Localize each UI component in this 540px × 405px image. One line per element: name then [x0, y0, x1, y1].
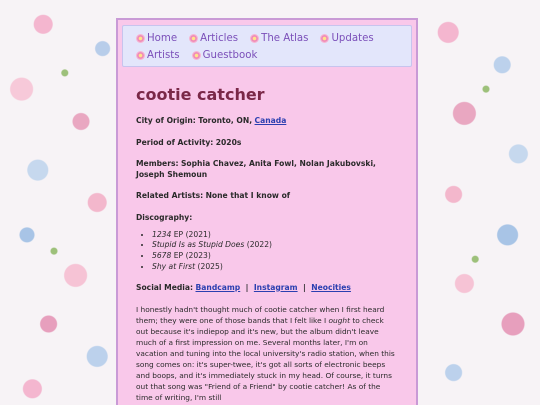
discography-list [136, 230, 398, 273]
release-year: (2021) [185, 229, 211, 239]
list-item [152, 262, 398, 273]
period-value: 2020s [215, 137, 242, 147]
flower-icon [321, 35, 328, 42]
release-type: EP [173, 251, 184, 261]
review-emphasis: ought [328, 316, 350, 326]
review-paragraph [136, 304, 398, 403]
review-text-part-2: to check out because it's indiepop and it's new, but the album didn't leave much of a first impression on me. Several months later, I'm on vacation and tuning into the local university's radio station, when this song comes on: it's super-twee, it's got all sorts of electronic beeps and boops, and it's immediately stuck in my head. Of course, it turns out that song was "Friend of a Friend" by cootie catcher! As of the time of writing, I'm still [136, 316, 395, 403]
article-content [118, 85, 416, 403]
discography-label: Discography: [136, 212, 193, 222]
period-label: Period of Activity: [136, 137, 214, 147]
flower-icon [251, 35, 258, 42]
separator: | [303, 282, 306, 292]
origin-line [136, 116, 398, 127]
flower-icon [137, 35, 144, 42]
members-value: Sophia Chavez, Anita Fowl, Nolan Jakubovski, Joseph Shemoun [136, 159, 376, 179]
nav-the-atlas[interactable] [251, 33, 308, 44]
nav-articles-label: Articles [200, 33, 239, 44]
top-nav [122, 25, 412, 67]
list-item [152, 240, 398, 251]
origin-value: Toronto, ON, [198, 116, 253, 125]
release-year: (2023) [185, 251, 211, 261]
flower-icon [137, 52, 144, 59]
release-title: 5678 [152, 251, 172, 261]
release-title: Stupid Is as Stupid Does [152, 240, 245, 250]
members-line [136, 159, 398, 180]
release-title: Shy at First [152, 261, 196, 271]
origin-label: City of Origin: [136, 116, 196, 125]
social-line [136, 283, 398, 294]
nav-home-label: Home [147, 33, 178, 44]
nav-row-1 [137, 30, 401, 47]
nav-the-atlas-label: The Atlas [261, 33, 309, 44]
related-value: None that I know of [205, 191, 291, 201]
origin-country-link[interactable]: Canada [254, 116, 287, 125]
period-line [136, 138, 398, 149]
members-label: Members: [136, 159, 179, 169]
bandcamp-link[interactable]: Bandcamp [195, 282, 241, 292]
nav-artists[interactable] [137, 50, 180, 61]
release-type: EP [173, 229, 184, 239]
separator: | [245, 282, 249, 292]
review-text-part-1: I honestly hadn't thought much of cootie catcher when I first heard them; they were one of those bands that I felt like I [136, 305, 385, 326]
list-item [152, 230, 398, 241]
nav-updates-label: Updates [331, 33, 374, 44]
related-label: Related Artists: [136, 191, 204, 201]
release-title: 1234 [152, 229, 172, 239]
flower-icon [193, 52, 200, 59]
related-line [136, 191, 398, 202]
flower-icon [190, 35, 197, 42]
nav-articles[interactable] [190, 33, 238, 44]
nav-artists-label: Artists [147, 50, 180, 61]
content-panel [116, 18, 418, 405]
discography-heading [136, 213, 398, 224]
release-year: (2022) [246, 240, 272, 250]
nav-guestbook[interactable] [193, 50, 258, 61]
nav-home[interactable] [137, 33, 177, 44]
instagram-link[interactable]: Instagram [253, 282, 298, 292]
release-year: (2025) [197, 261, 223, 271]
nav-guestbook-label: Guestbook [202, 50, 258, 61]
page-title: cootie catcher [136, 85, 265, 104]
nav-updates[interactable] [321, 33, 373, 44]
nav-row-2 [137, 47, 401, 64]
neocities-link[interactable]: Neocities [311, 282, 351, 292]
social-label: Social Media: [136, 282, 194, 292]
list-item [152, 251, 398, 262]
